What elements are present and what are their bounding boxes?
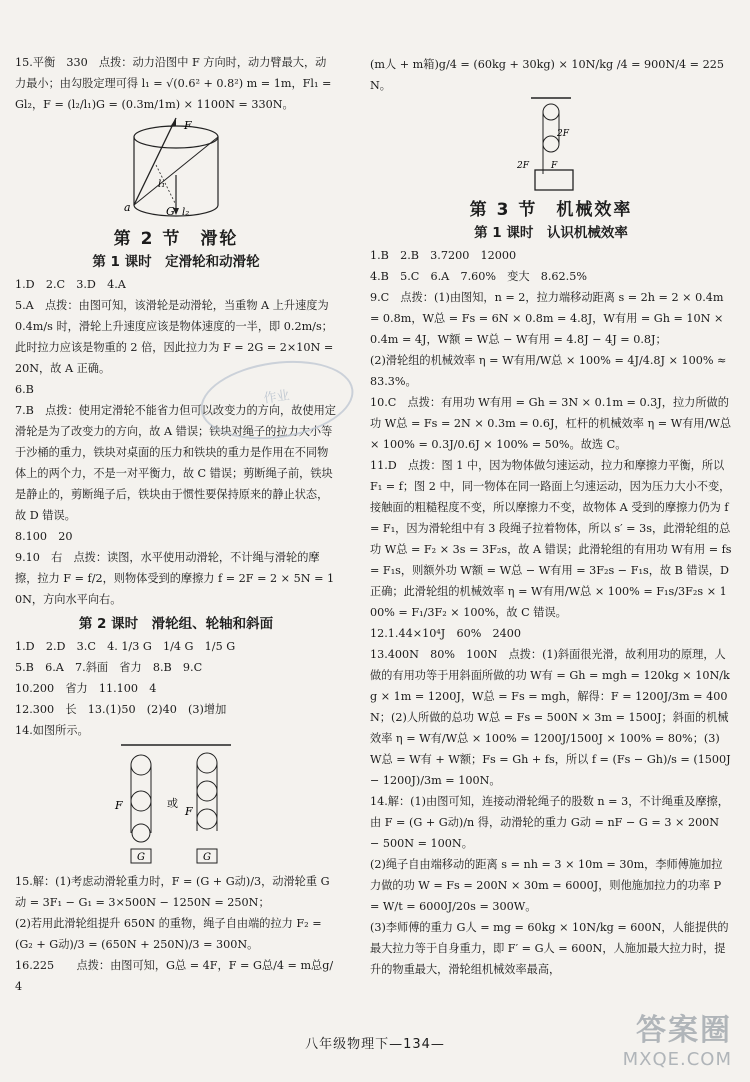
- answer-14-r-part-1: 14.解：(1)由图可知，连接动滑轮绳子的股数 n = 3，不计绳重及摩擦，由 F = (G + G动)/n 得，动滑轮的重力 G动 = nF − G = 3 × 200N − 500N = 100N。: [370, 795, 729, 850]
- answer-14-r-part-2: (2)绳子自由端移动的距离 s = nh = 3 × 10m = 30m，李师傅施加拉力做的功 W = Fs = 200N × 30m = 6000J，则他施加拉力的功率 P = W/t = 6000J/20s = 300W。: [370, 858, 723, 913]
- answer-14-r-part-3: (3)李师傅的重力 G人 = mg = 60kg × 10N/kg = 600N，人能提供的最大拉力等于自身重力，即 F′ = G人 = 600N，人施加最大拉力时，提升的物重最大，滑轮组机械效率最高，: [370, 921, 729, 976]
- answer-12-r: 12.1.44×10⁴J 60% 2400: [370, 627, 521, 640]
- answers-1-3-r: 1.B 2.B 3.7200 12000: [370, 249, 517, 262]
- answer-7: 7.B 点拨：使用定滑轮不能省力但可以改变力的方向，故使用定滑轮是为了改变力的方向，故 A 错误；铁块对绳子的拉力大小等于沙桶的重力，铁块对桌面的压力和铁块的重力是作用在不同物体上的两个力，不是一对平衡力，故 C 错误；剪断绳子前，铁块是静止的，剪断绳子后，铁块由于惯性要保持原来的静止状态，故 D 错误。: [15, 404, 336, 522]
- answer-9-r: 9.C 点拨：(1)由图知，n = 2，拉力端移动距离 s = 2h = 2 × 0.4m = 0.8m，W总 = Fs = 6N × 0.8m = 4.8J，W有用 = Gh = 10N × 0.4m = 4J，W额 = W总 − W有用 = 4.8J − 4J = 0.8J；: [370, 291, 724, 346]
- answer-16: 16.225 点拨：由图可知，G总 = 4F，F = G总/4 = m总g/4: [15, 959, 334, 993]
- svg-text:l₁: l₁: [158, 179, 166, 190]
- answer-8: 8.100 20: [15, 530, 73, 543]
- answers-4-8-r: 4.B 5.C 6.A 7.60% 变大 8.62.5%: [370, 270, 587, 283]
- answers-1-4-b: 1.D 2.D 3.C 4. 1/3 G 1/4 G 1/5 G: [15, 640, 236, 653]
- watermark-title: 答案圈: [636, 1013, 732, 1048]
- answers-12-13: 12.300 长 13.(1)50 (2)40 (3)增加: [15, 703, 227, 716]
- cylinder-lever-figure: [96, 115, 256, 225]
- answer-16-continued: (m人 + m箱)g/4 = (60kg + 30kg) × 10N/kg /4 = 900N/4 = 225N。: [370, 58, 724, 92]
- answer-9-r-part-2: (2)滑轮组的机械效率 η = W有用/W总 × 100% = 4J/4.8J × 100% ≈ 83.3%。: [370, 354, 727, 388]
- right-column: [370, 54, 732, 980]
- pulley-system-figure: [101, 741, 251, 871]
- homework-stamp: 作业: [195, 352, 358, 449]
- page-footer: 八年级物理下—134—: [305, 1037, 445, 1052]
- section-title-efficiency: 第 3 节 机械效率: [469, 200, 633, 220]
- lesson-title-2: 第 2 课时 滑轮组、轮轴和斜面: [78, 616, 274, 632]
- svg-text:G: G: [166, 205, 175, 218]
- svg-text:F: F: [115, 799, 123, 812]
- section-title-pulley: 第 2 节 滑轮: [113, 229, 239, 249]
- lesson-title-efficiency: 第 1 课时 认识机械效率: [474, 225, 628, 241]
- answer-15-part-2: (2)若用此滑轮组提升 650N 的重物，绳子自由端的拉力 F₂ = (G₂ + G动)/3 = (650N + 250N)/3 = 300N。: [15, 917, 322, 951]
- watermark-logo: [623, 1005, 732, 1070]
- svg-text:l₂: l₂: [182, 207, 190, 218]
- answers-10-11: 10.200 省力 11.100 4: [15, 682, 157, 695]
- svg-text:G: G: [137, 852, 145, 863]
- answer-10-r: 10.C 点拨：有用功 W有用 = Gh = 3N × 0.1m = 0.3J，拉力所做的功 W总 = Fs = 2N × 0.3m = 0.6J，杠杆的机械效率 η = W有用/W总 × 100% = 0.3J/0.6J × 100% = 50%。故选 C。: [370, 396, 732, 451]
- answer-5: 5.A 点拨：由图可知，该滑轮是动滑轮，当重物 A 上升速度为 0.4m/s 时，滑轮上升速度应该是物体速度的一半，即 0.2m/s；此时拉力应该是物重的 2 倍，因此拉力为 F = 2G = 2×10N = 20N，故 A 正确。: [15, 299, 334, 375]
- svg-text:G: G: [203, 852, 211, 863]
- lesson-title-1: 第 1 课时 定滑轮和动滑轮: [92, 254, 260, 270]
- answers-1-4: 1.D 2.C 3.D 4.A: [15, 278, 126, 291]
- answer-9: 9.10 右 点拨：读图，水平使用动滑轮，不计绳与滑轮的摩擦，拉力 F = f/2，则物体受到的摩擦力 f = 2F = 2 × 5N = 10N，方向水平向右。: [15, 551, 335, 606]
- left-column: [15, 52, 337, 997]
- answers-5-9-b: 5.B 6.A 7.斜面 省力 8.B 9.C: [15, 661, 203, 674]
- svg-text:a: a: [124, 201, 131, 214]
- answer-15-part-1: 15.解：(1)考虑动滑轮重力时，F = (G + G动)/3，动滑轮重 G动 = 3F₁ − G₁ = 3×500N − 1250N = 250N；: [15, 875, 330, 909]
- svg-text:2F: 2F: [517, 161, 529, 171]
- answer-14: 14.如图所示。: [15, 724, 89, 737]
- svg-text:F: F: [185, 805, 193, 818]
- svg-text:F: F: [551, 161, 558, 171]
- svg-text:或: 或: [167, 797, 178, 810]
- fig1-label-F: F: [184, 119, 192, 132]
- svg-text:2F: 2F: [557, 129, 569, 139]
- answer-6: 6.B: [15, 383, 34, 396]
- watermark-url: MXQE.COM: [622, 1049, 732, 1070]
- answer-13-r: 13.400N 80% 100N 点拨：(1)斜面很光滑，故利用功的原理，人做的有用功等于用斜面所做的功 W有 = Gh = mgh = 120kg × 10N/kg × 1m = 1200J，W总 = Fs = mgh，解得：F = 1200J/3m = 400N；(2)人所做的总功 W总 = Fs = 500N × 3m = 1500J；斜面的机械效率 η = W有/W总 × 100% = 1200J/1500J × 100% = 80%；(3) W总 = W有 + W额；Fs = Gh + fs，所以 f = (Fs − Gh)/s = (1500J − 1200J)/3m = 100N。: [370, 648, 731, 787]
- pulley-box-figure: [511, 96, 591, 196]
- answer-15-lever: 15.平衡 330 点拨：动力沿图中 F 方向时，动力臂最大，动力最小；由勾股定理可得 l₁ = √(0.6² + 0.8²) m = 1m，Fl₁ = Gl₂，F = (l₂/l₁)G = (0.3m/1m) × 1100N = 330N。: [15, 56, 332, 111]
- answer-11-r: 11.D 点拨：图 1 中，因为物体做匀速运动，拉力和摩擦力平衡，所以 F₁ = f；图 2 中，同一物体在同一路面上匀速运动，因为压力大小不变，接触面的粗糙程度不变，所以摩擦力不变，故物体 A 受到的摩擦力仍为 f = F₁，因为滑轮组中有 3 段绳子拉着物体，所以 s′ = 3s，此滑轮组的总功 W总 = F₂ × 3s = 3F₂s，故 A 错误；此滑轮组的有用功 W有用 = fs = F₁s，则额外功 W额 = W总 − W有用 = 3F₂s − F₁s，故 B 错误，D 正确；此滑轮组的机械效率 η = W有用/W总 × 100% = F₁s/3F₂s × 100% = F₁/3F₂ × 100%，故 C 错误。: [370, 459, 732, 619]
